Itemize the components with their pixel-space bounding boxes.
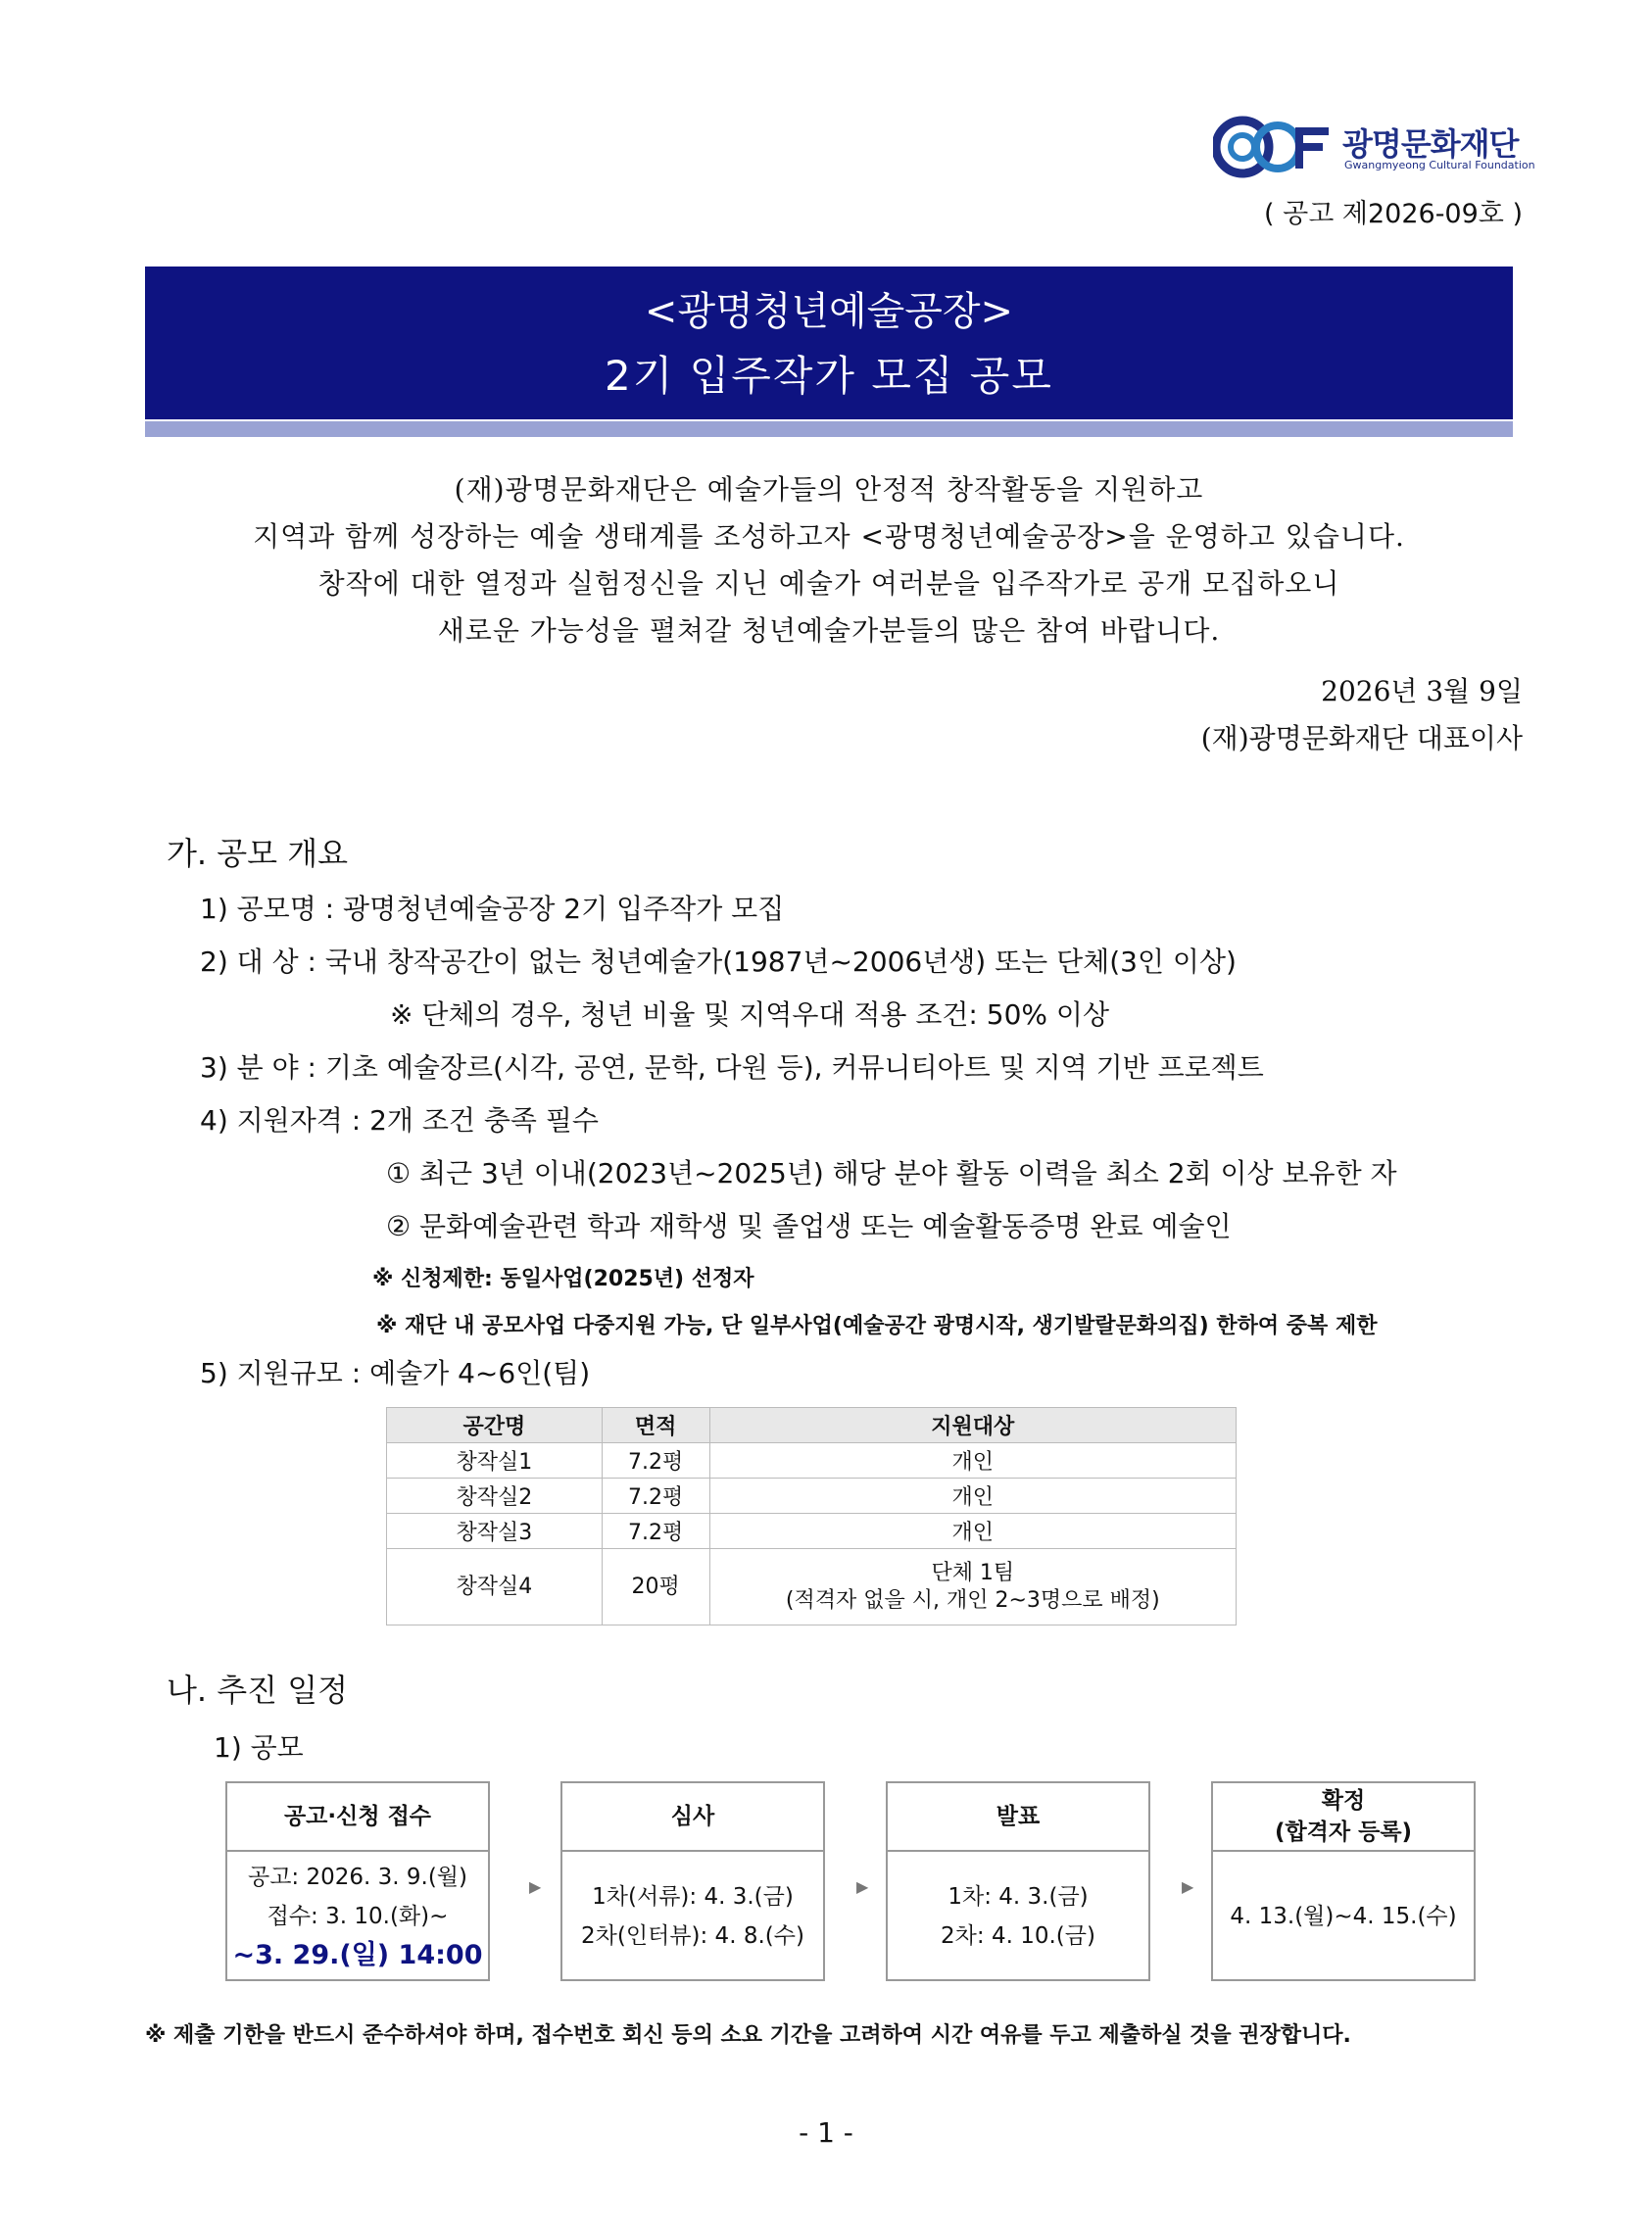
table-row <box>387 1549 1237 1625</box>
table-cell-group <box>709 1549 1236 1625</box>
table-header: 공간명 <box>387 1408 603 1443</box>
table-cell: 개인 <box>709 1479 1236 1514</box>
table-cell: 개인 <box>709 1514 1236 1549</box>
signer: (재)광명문화재단 대표이사 <box>1200 722 1523 754</box>
title-underbar <box>145 421 1513 437</box>
schedule-step-application <box>225 1781 490 1981</box>
page-number: - 1 - <box>799 2116 853 2149</box>
submission-footnote: ※ 제출 기한을 반드시 준수하셔야 하며, 접수번호 회신 등의 소요 기간을 고려하여 시간 여유를 두고 제출하실 것을 권장합니다. <box>145 2023 1351 2048</box>
step-deadline: ~3. 29.(일) 14:00 <box>232 1940 483 1970</box>
table-row <box>387 1443 1237 1479</box>
arrow-right-icon: ▶ <box>529 1877 542 1896</box>
table-cell: 창작실4 <box>387 1549 603 1625</box>
arrow-right-icon: ▶ <box>1182 1877 1194 1896</box>
table-cell: 창작실2 <box>387 1479 603 1514</box>
step-body <box>1213 1854 1474 1979</box>
logo-text: 광명문화재단 <box>1342 125 1519 163</box>
notice-date: 2026년 3월 9일 <box>1321 675 1523 707</box>
section-b-heading: 나. 추진 일정 <box>167 1672 349 1709</box>
step-line: 2차(인터뷰): 4. 8.(수) <box>581 1923 804 1949</box>
item-qualification: 4) 지원자격 : 2개 조건 충족 필수 <box>200 1104 599 1137</box>
intro-line: 창작에 대한 열정과 실험정신을 지닌 예술가 여러분을 입주작가로 공개 모집하오니 <box>317 567 1340 600</box>
item-target-note: ※ 단체의 경우, 청년 비율 및 지역우대 적용 조건: 50% 이상 <box>390 998 1109 1031</box>
table-cell-text: 단체 1팀 <box>931 1560 1015 1585</box>
schedule-sub: 1) 공모 <box>214 1731 304 1764</box>
schedule-step-confirm <box>1211 1781 1476 1981</box>
table-cell: 개인 <box>709 1443 1236 1479</box>
item-name: 1) 공모명 : 광명청년예술공장 2기 입주작가 모집 <box>200 893 785 925</box>
table-cell-note: (적격자 없을 시, 개인 2~3명으로 배정) <box>785 1587 1160 1613</box>
step-head-line2: (합격자 등록) <box>1274 1820 1413 1845</box>
arrow-right-icon: ▶ <box>856 1877 869 1896</box>
schedule-step-review <box>560 1781 825 1981</box>
table-cell: 창작실3 <box>387 1514 603 1549</box>
intro-line: (재)광명문화재단은 예술가들의 안정적 창작활동을 지원하고 <box>454 473 1204 506</box>
item-field: 3) 분 야 : 기초 예술장르(시각, 공연, 문학, 다원 등), 커뮤니티아트 및 지역 기반 프로젝트 <box>200 1051 1264 1084</box>
intro-line: 지역과 함께 성장하는 예술 생태계를 조성하고자 <광명청년예술공장>을 운영하고 있습니다. <box>253 520 1405 553</box>
step-line: 4. 13.(월)~4. 15.(수) <box>1230 1904 1457 1929</box>
table-cell: 7.2평 <box>602 1514 709 1549</box>
gcf-logo-icon <box>1213 116 1335 178</box>
space-table <box>386 1407 1237 1625</box>
step-head: 공고·신청 접수 <box>227 1783 488 1852</box>
table-header-row <box>387 1408 1237 1443</box>
section-a-heading: 가. 공모 개요 <box>167 835 349 872</box>
item-qualification-2: ② 문화예술관련 학과 재학생 및 졸업생 또는 예술활동증명 완료 예술인 <box>386 1210 1232 1242</box>
step-body <box>888 1854 1148 1979</box>
step-line: 1차: 4. 3.(금) <box>947 1884 1089 1910</box>
title-banner <box>145 267 1513 419</box>
item-target: 2) 대 상 : 국내 창작공간이 없는 청년예술가(1987년~2006년생) 또는 단체(3인 이상) <box>200 946 1237 978</box>
step-body <box>562 1854 823 1979</box>
step-line: 1차(서류): 4. 3.(금) <box>592 1884 794 1910</box>
notice-number: ( 공고 제2026-09호 ) <box>1264 199 1523 229</box>
title-line2: 2기 입주작가 모집 공모 <box>605 352 1053 400</box>
title-line1: <광명청년예술공장> <box>644 289 1014 334</box>
step-head <box>1213 1783 1474 1852</box>
table-header: 지원대상 <box>709 1408 1236 1443</box>
foundation-logo <box>1213 116 1535 178</box>
item-qualification-1: ① 최근 3년 이내(2023년~2025년) 해당 분야 활동 이력을 최소 2회 이상 보유한 자 <box>386 1157 1397 1189</box>
schedule-step-announcement <box>886 1781 1150 1981</box>
step-line: 접수: 3. 10.(화)~ <box>267 1904 449 1929</box>
table-header: 면적 <box>602 1408 709 1443</box>
step-head: 심사 <box>562 1783 823 1852</box>
table-row <box>387 1514 1237 1549</box>
logo-subtext: Gwangmyeong Cultural Foundation <box>1344 159 1535 171</box>
step-head-line1: 확정 <box>1321 1788 1366 1814</box>
step-head: 발표 <box>888 1783 1148 1852</box>
table-cell: 7.2평 <box>602 1443 709 1479</box>
table-row <box>387 1479 1237 1514</box>
item-scale: 5) 지원규모 : 예술가 4~6인(팀) <box>200 1357 591 1389</box>
table-cell: 7.2평 <box>602 1479 709 1514</box>
table-cell: 20평 <box>602 1549 709 1625</box>
intro-line: 새로운 가능성을 펼쳐갈 청년예술가분들의 많은 참여 바랍니다. <box>437 614 1221 647</box>
step-body <box>227 1854 488 1979</box>
duplicate-note: ※ 재단 내 공모사업 다중지원 가능, 단 일부사업(예술공간 광명시작, 생기발랄문화의집) 한하여 중복 제한 <box>376 1314 1378 1338</box>
step-line: 2차: 4. 10.(금) <box>941 1923 1095 1949</box>
table-cell: 창작실1 <box>387 1443 603 1479</box>
step-line: 공고: 2026. 3. 9.(월) <box>247 1865 467 1890</box>
restriction-note: ※ 신청제한: 동일사업(2025년) 선정자 <box>372 1267 754 1291</box>
